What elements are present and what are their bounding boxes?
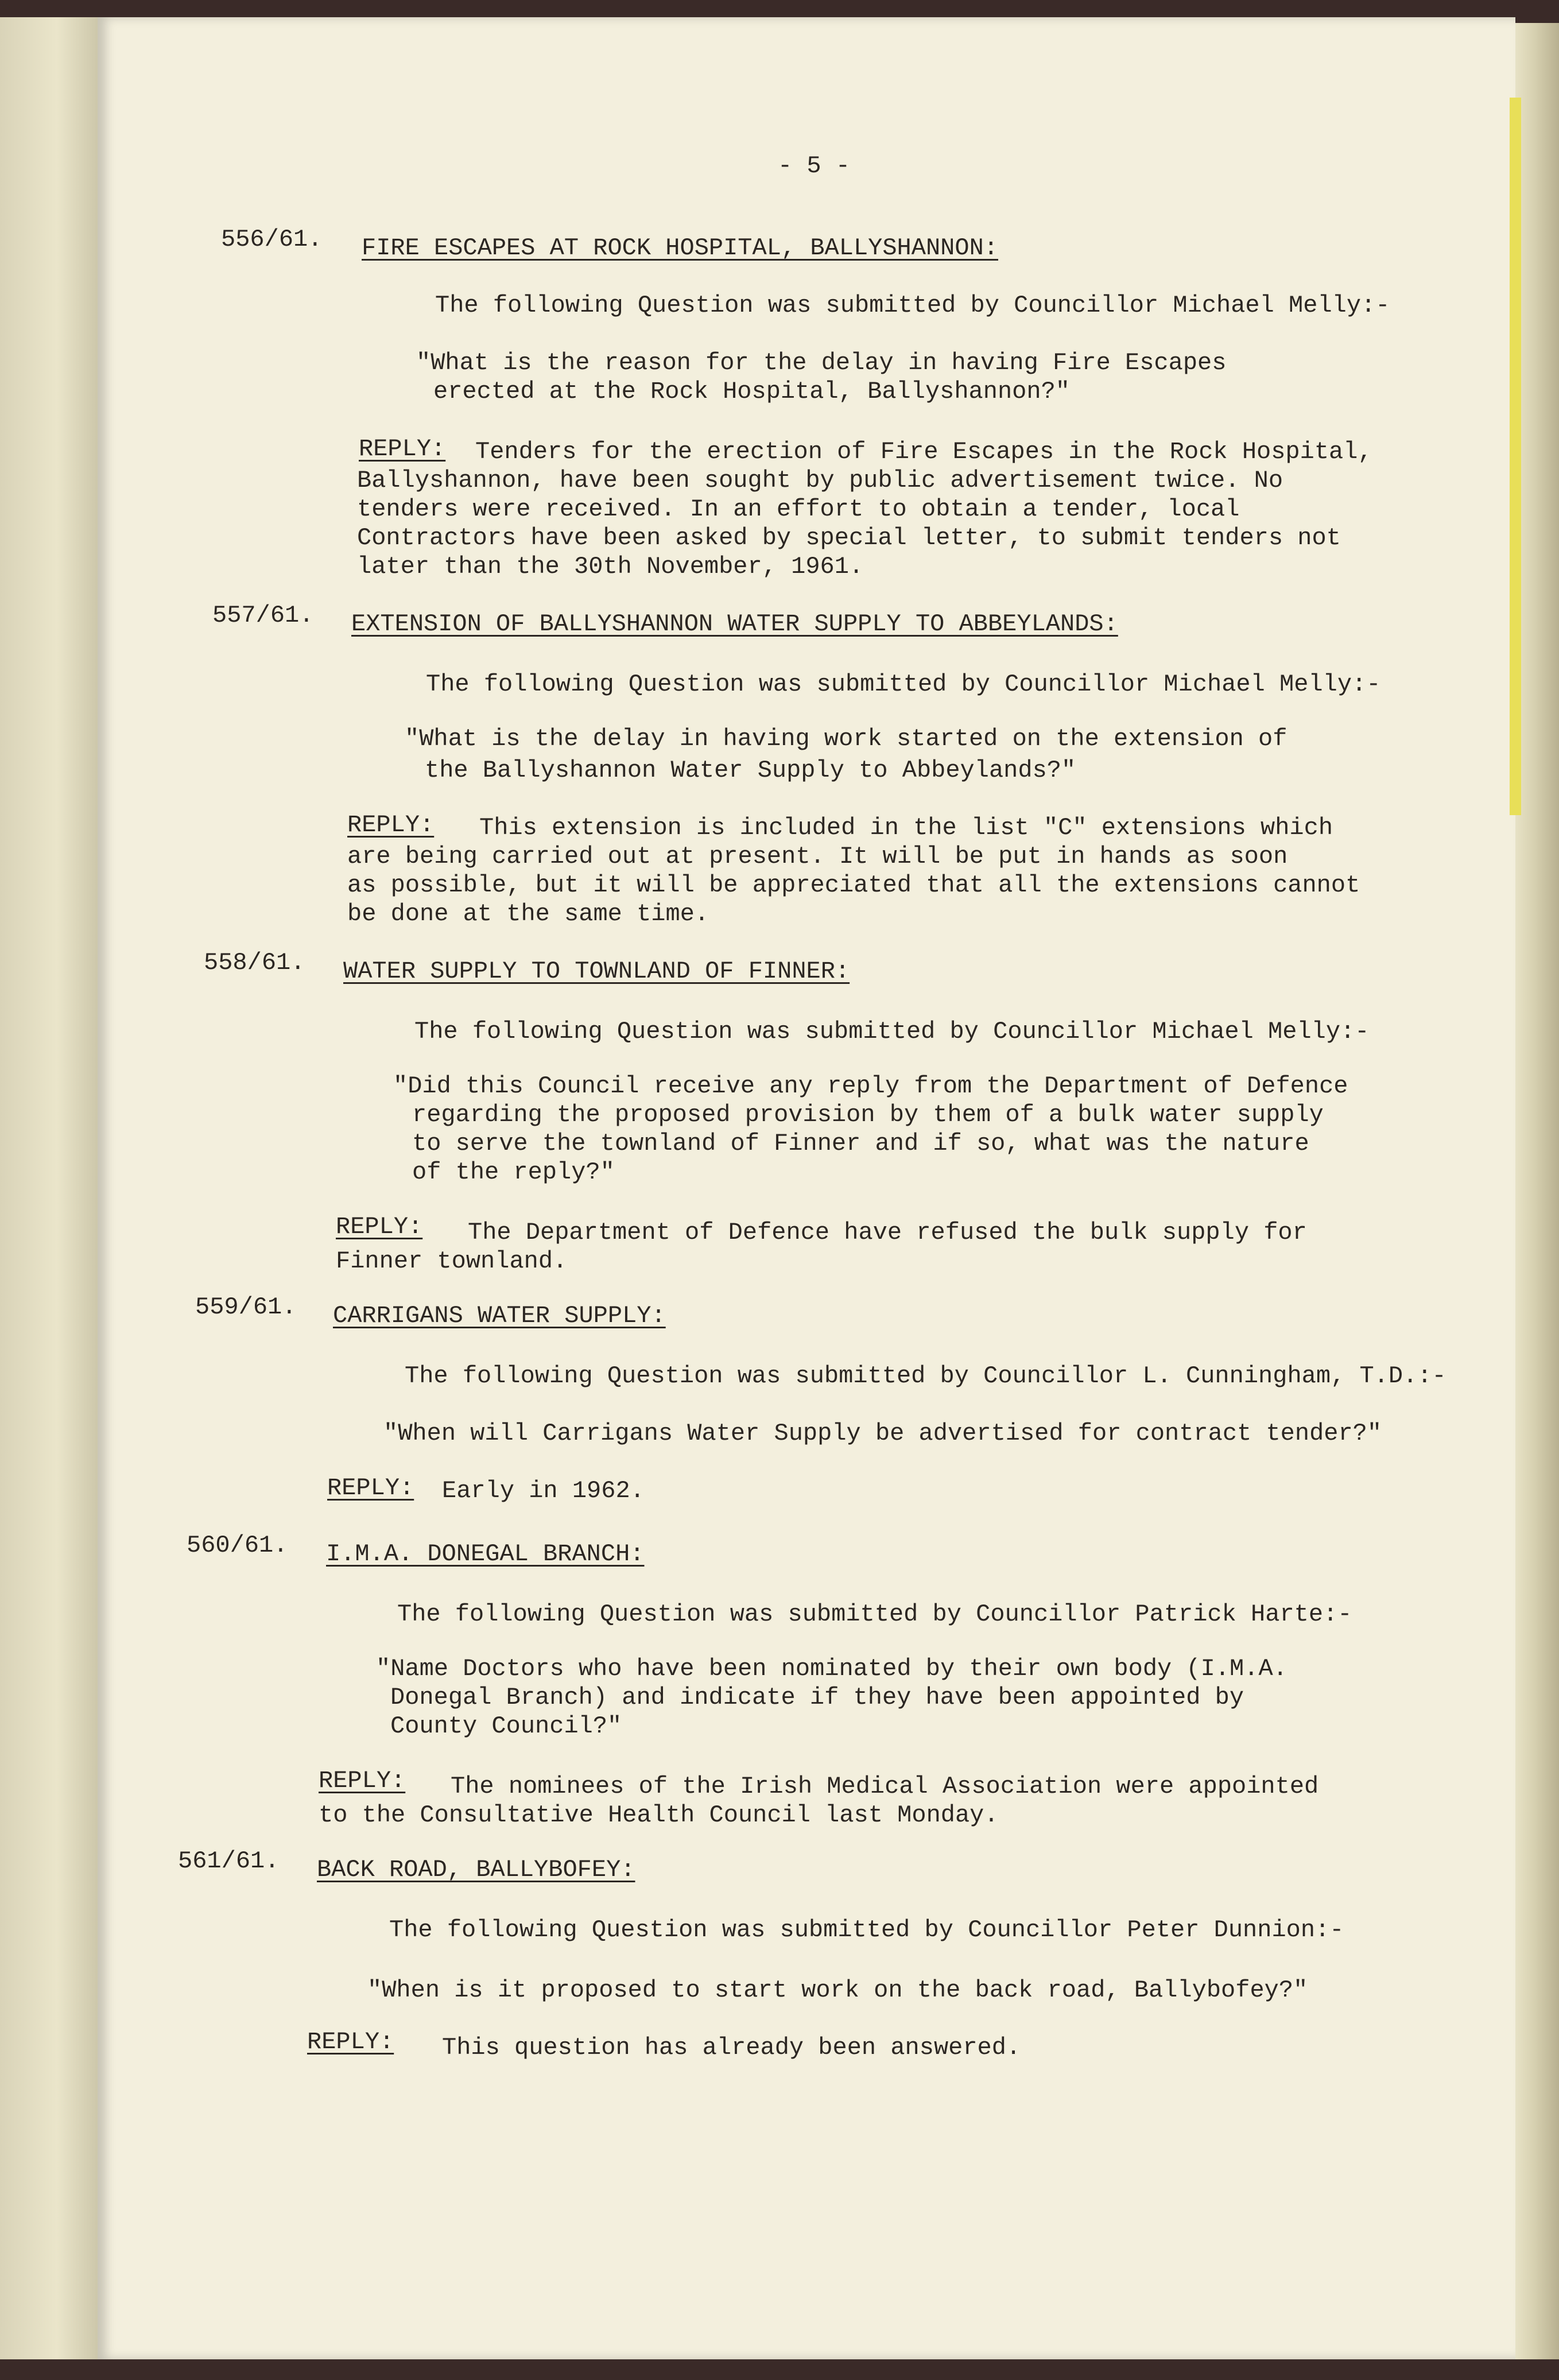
- reply-label: REPLY:: [307, 2028, 394, 2056]
- reply-line: Finner townland.: [336, 1247, 568, 1275]
- item-heading: I.M.A. DONEGAL BRANCH:: [326, 1540, 645, 1568]
- item-heading: FIRE ESCAPES AT ROCK HOSPITAL, BALLYSHANNON:: [362, 234, 998, 262]
- question-line: Donegal Branch) and indicate if they have been appointed by: [390, 1684, 1244, 1711]
- question-intro: The following Question was submitted by Councillor Patrick Harte:-: [397, 1600, 1352, 1628]
- reply-line: This question has already been answered.: [442, 2034, 1021, 2061]
- question-line: "Name Doctors who have been nominated by their own body (I.M.A.: [376, 1655, 1287, 1683]
- question-line: regarding the proposed provision by them of a bulk water supply: [412, 1101, 1324, 1129]
- reply-label: REPLY:: [319, 1767, 406, 1794]
- reply-label: REPLY:: [347, 811, 435, 839]
- question-line: "When is it proposed to start work on the back road, Ballybofey?": [367, 1976, 1308, 2004]
- question-line: the Ballyshannon Water Supply to Abbeylands?": [425, 757, 1076, 784]
- question-line: "Did this Council receive any reply from the Department of Defence: [393, 1072, 1348, 1100]
- book-binding: [0, 17, 103, 2359]
- question-line: to serve the townland of Finner and if so, what was the nature: [412, 1130, 1309, 1157]
- item-number: 561/61.: [178, 1847, 280, 1875]
- reply-line: later than the 30th November, 1961.: [357, 553, 864, 580]
- reply-line: The Department of Defence have refused the bulk supply for: [468, 1219, 1307, 1246]
- reply-line: Tenders for the erection of Fire Escapes in the Rock Hospital,: [475, 438, 1372, 466]
- question-line: "What is the reason for the delay in having Fire Escapes: [416, 349, 1227, 377]
- reply-line: The nominees of the Irish Medical Association were appointed: [451, 1773, 1319, 1800]
- item-heading: EXTENSION OF BALLYSHANNON WATER SUPPLY TO ABBEYLANDS:: [351, 610, 1118, 638]
- item-number: 558/61.: [204, 949, 305, 976]
- page-number: - 5 -: [778, 152, 851, 180]
- item-number: 560/61.: [187, 1532, 288, 1559]
- item-number: 556/61.: [221, 226, 323, 253]
- reply-label: REPLY:: [336, 1213, 423, 1241]
- reply-label: REPLY:: [327, 1474, 414, 1502]
- question-intro: The following Question was submitted by Councillor L. Cunningham, T.D.:-: [405, 1362, 1446, 1390]
- reply-line: Early in 1962.: [442, 1477, 645, 1505]
- page-edge: [1515, 23, 1559, 2359]
- question-intro: The following Question was submitted by Councillor Peter Dunnion:-: [389, 1916, 1344, 1944]
- item-number: 559/61.: [195, 1293, 297, 1321]
- reply-line: as possible, but it will be appreciated that all the extensions cannot: [347, 871, 1360, 899]
- reply-line: are being carried out at present. It will be put in hands as soon: [347, 843, 1288, 870]
- item-heading: BACK ROAD, BALLYBOFEY:: [317, 1856, 635, 1883]
- question-intro: The following Question was submitted by Councillor Michael Melly:-: [414, 1018, 1370, 1045]
- reply-line: Contractors have been asked by special letter, to submit tenders not: [357, 524, 1341, 552]
- question-line: erected at the Rock Hospital, Ballyshannon?": [433, 378, 1070, 405]
- reply-line: This extension is included in the list "C" extensions which: [479, 814, 1333, 842]
- yellow-tab-marker: [1510, 98, 1521, 815]
- question-line: "When will Carrigans Water Supply be advertised for contract tender?": [383, 1420, 1382, 1447]
- question-intro: The following Question was submitted by Councillor Michael Melly:-: [426, 670, 1381, 698]
- reply-label: REPLY:: [359, 435, 446, 463]
- question-line: County Council?": [390, 1712, 622, 1740]
- question-intro: The following Question was submitted by Councillor Michael Melly:-: [435, 292, 1390, 319]
- question-line: "What is the delay in having work started on the extension of: [405, 725, 1287, 753]
- item-heading: WATER SUPPLY TO TOWNLAND OF FINNER:: [343, 958, 850, 985]
- reply-line: be done at the same time.: [347, 900, 709, 928]
- item-number: 557/61.: [212, 602, 314, 629]
- reply-line: Ballyshannon, have been sought by public advertisement twice. No: [357, 467, 1283, 494]
- reply-line: to the Consultative Health Council last Monday.: [319, 1801, 999, 1829]
- reply-line: tenders were received. In an effort to obtain a tender, local: [357, 495, 1240, 523]
- question-line: of the reply?": [412, 1158, 615, 1186]
- item-heading: CARRIGANS WATER SUPPLY:: [333, 1302, 666, 1329]
